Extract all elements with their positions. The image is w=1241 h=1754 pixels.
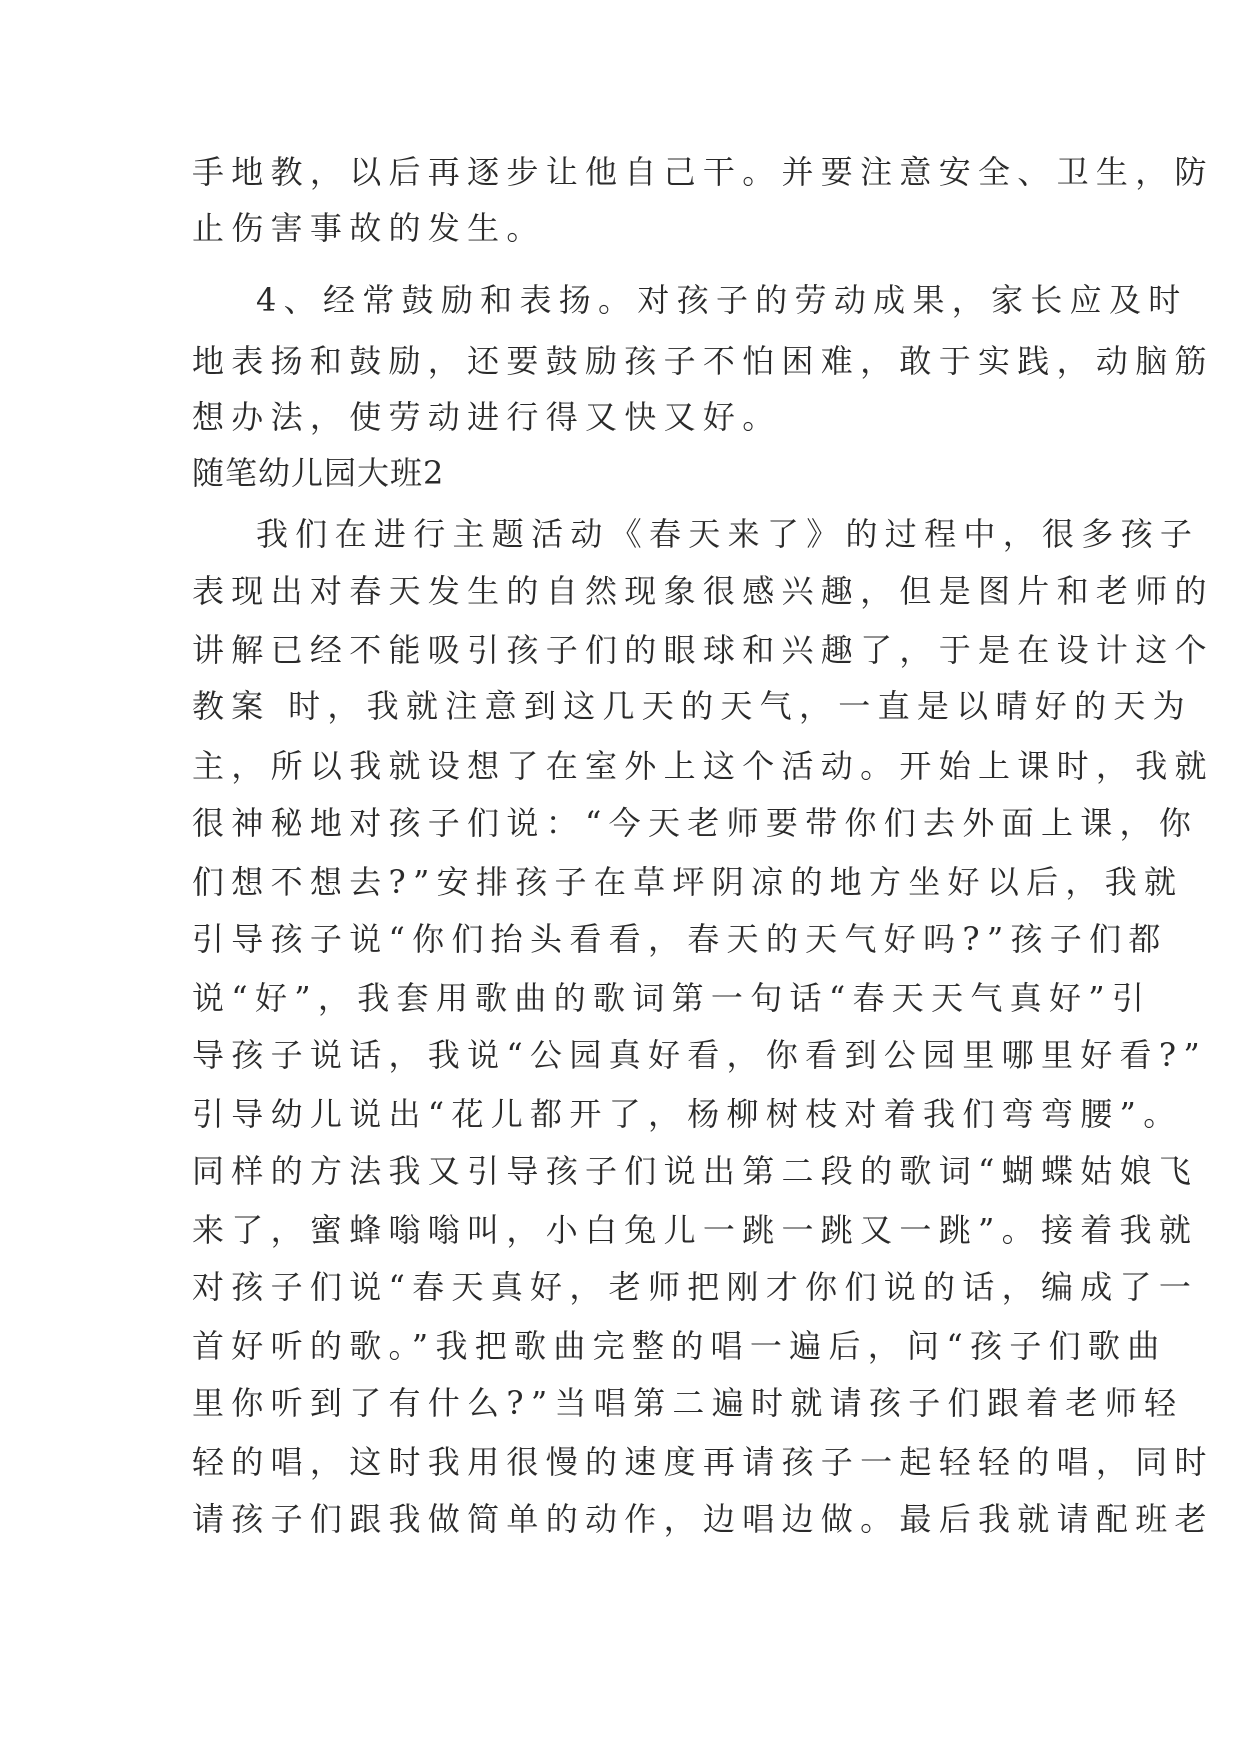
paragraph-line: 里你听到了有什么?”当唱第二遍时就请孩子们跟着老师轻 (192, 1384, 1184, 1422)
paragraph-line: 手地教，以后再逐步让他自己干。并要注意安全、卫生，防 (192, 153, 1214, 191)
paragraph-line: 表现出对春天发生的自然现象很感兴趣，但是图片和老师的 (192, 572, 1214, 610)
paragraph-line: 对孩子们说“春天真好，老师把刚才你们说的话，编成了一 (192, 1268, 1199, 1306)
paragraph-line: 请孩子们跟我做简单的动作，边唱边做。最后我就请配班老 (192, 1500, 1214, 1538)
section-heading: 随笔幼儿园大班2 (192, 454, 445, 492)
paragraph-line: 说“好”，我套用歌曲的歌词第一句话“春天天气真好”引 (192, 979, 1152, 1017)
paragraph-line: 首好听的歌。”我把歌曲完整的唱一遍后，问“孩子们歌曲 (192, 1327, 1167, 1365)
paragraph-line: 主，所以我就设想了在室外上这个活动。开始上课时，我就 (192, 747, 1214, 785)
paragraph-line: 导孩子说话，我说“公园真好看，你看到公园里哪里好看?” (192, 1036, 1207, 1074)
paragraph-line: 想办法，使劳动进行得又快又好。 (192, 398, 782, 436)
paragraph-line: 止伤害事故的发生。 (192, 209, 546, 247)
paragraph-line: 地表扬和鼓励，还要鼓励孩子不怕困难，敢于实践，动脑筋 (192, 342, 1214, 380)
paragraph-line: 来了，蜜蜂嗡嗡叫，小白兔儿一跳一跳又一跳”。接着我就 (192, 1211, 1199, 1249)
paragraph-line: 教案 时，我就注意到这几天的天气，一直是以晴好的天为 (192, 687, 1192, 725)
paragraph-line: 同样的方法我又引导孩子们说出第二段的歌词“蝴蝶姑娘飞 (192, 1152, 1199, 1190)
paragraph-line: 引导幼儿说出“花儿都开了，杨柳树枝对着我们弯弯腰”。 (192, 1095, 1183, 1133)
paragraph-line: 轻的唱，这时我用很慢的速度再请孩子一起轻轻的唱，同时 (192, 1443, 1214, 1481)
paragraph-line: 4、经常鼓励和表扬。对孩子的劳动成果，家长应及时 (256, 281, 1188, 319)
paragraph-line: 很神秘地对孩子们说：“今天老师要带你们去外面上课，你 (192, 804, 1199, 842)
paragraph-line: 引导孩子说“你们抬头看看，春天的天气好吗?”孩子们都 (192, 920, 1168, 958)
paragraph-line: 们想不想去?”安排孩子在草坪阴凉的地方坐好以后，我就 (192, 863, 1184, 901)
paragraph-line: 讲解已经不能吸引孩子们的眼球和兴趣了，于是在设计这个 (192, 631, 1214, 669)
paragraph-line: 我们在进行主题活动《春天来了》的过程中，很多孩子 (256, 515, 1200, 553)
